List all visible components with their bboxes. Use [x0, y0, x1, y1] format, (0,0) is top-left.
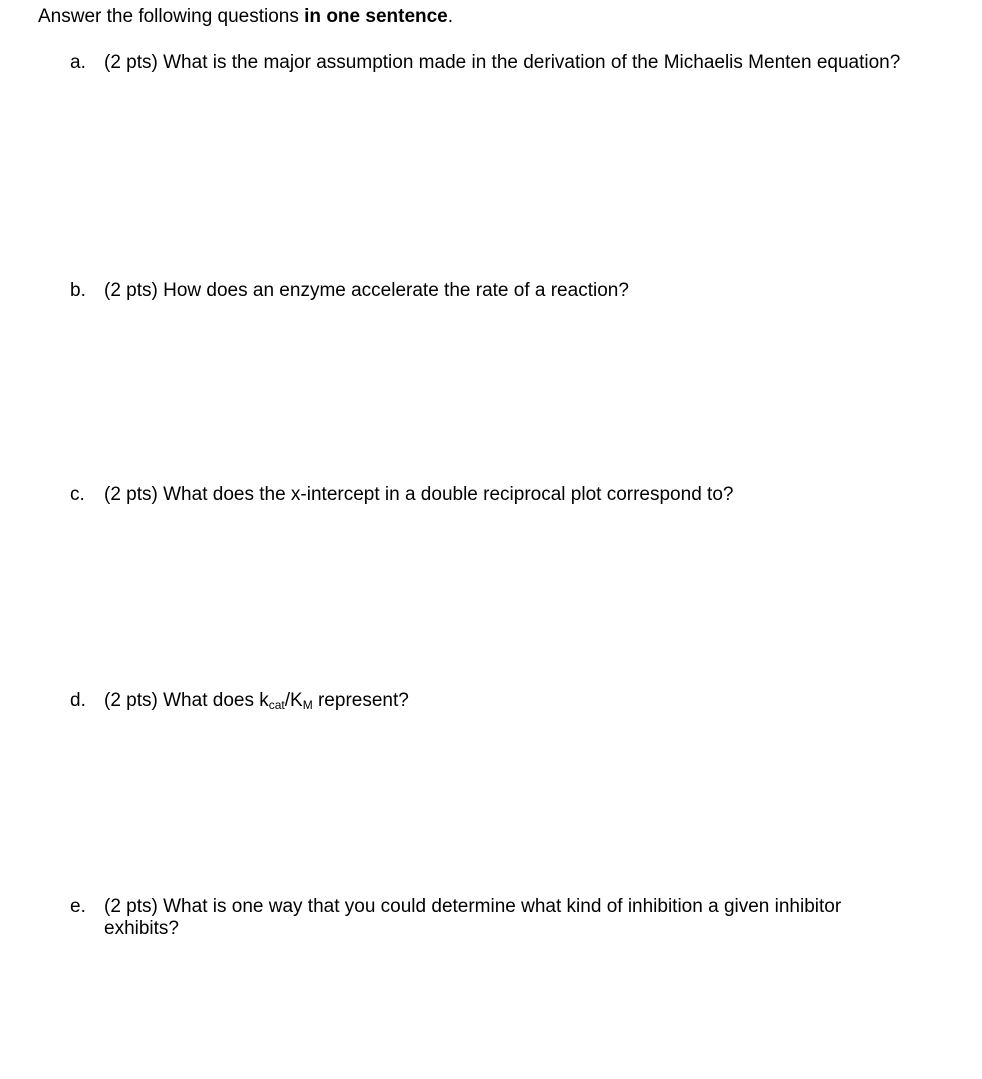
kcat-subscript: cat [268, 698, 285, 712]
question-e [70, 896, 910, 940]
question-letter: e. [70, 896, 86, 917]
question-text: (2 pts) What is the major assumption made in the derivation of the Michaelis Menten equation? [104, 52, 901, 73]
question-text-slash: /K [284, 690, 303, 711]
question-c [70, 484, 910, 506]
question-text-after: represent? [312, 690, 409, 711]
instructions-prefix: Answer the following questions [38, 6, 305, 27]
question-letter: b. [70, 280, 86, 301]
question-a [70, 52, 910, 74]
instructions [38, 6, 453, 28]
question-d [70, 690, 910, 712]
km-subscript: M [302, 698, 313, 712]
question-letter: c. [70, 484, 85, 505]
question-text [104, 690, 910, 712]
instructions-emphasis: in one sentence [304, 6, 448, 27]
question-letter: d. [70, 690, 86, 711]
question-letter: a. [70, 52, 86, 73]
question-b [70, 280, 910, 302]
question-text: (2 pts) What is one way that you could determine what kind of inhibition a given inhibitor exhibits? [104, 896, 842, 939]
question-text: (2 pts) How does an enzyme accelerate the rate of a reaction? [104, 280, 629, 301]
instructions-suffix: . [447, 6, 454, 27]
question-text: (2 pts) What does the x-intercept in a double reciprocal plot correspond to? [104, 484, 734, 505]
question-text-before: (2 pts) What does k [104, 690, 269, 711]
